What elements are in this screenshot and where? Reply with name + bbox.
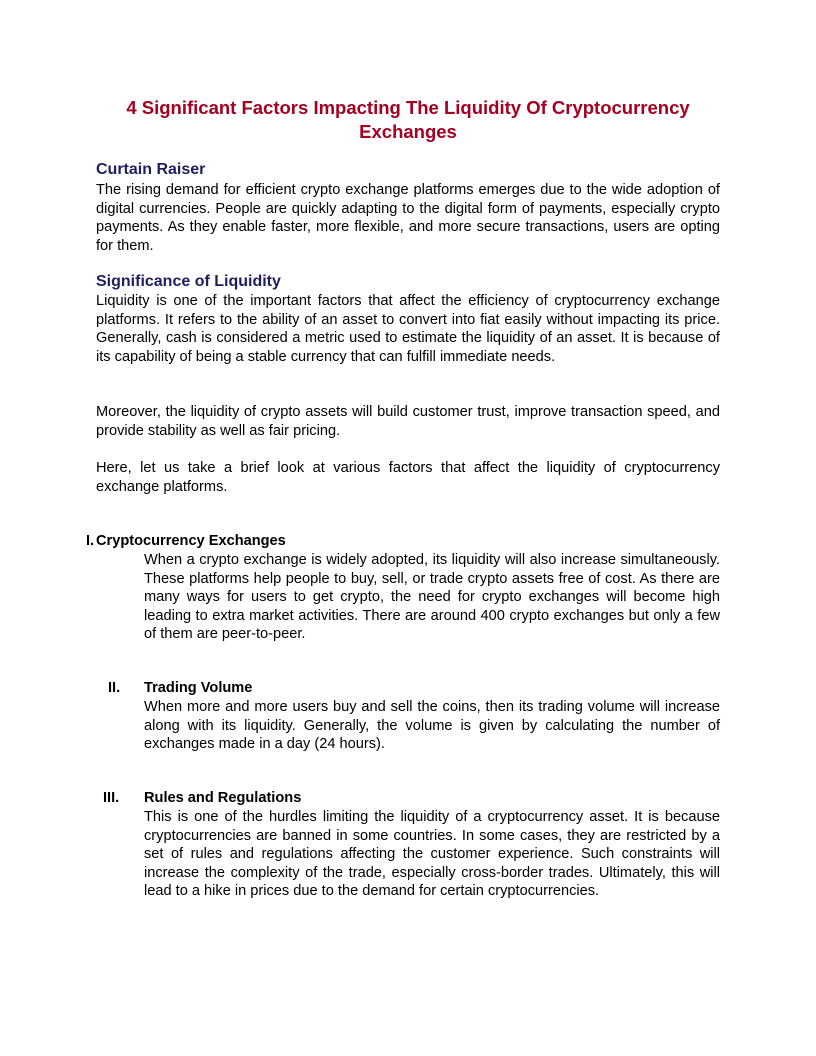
factor-1-title: Cryptocurrency Exchanges	[96, 533, 286, 549]
significance-paragraph-2: Moreover, the liquidity of crypto assets will build customer trust, improve transaction speed, and provide stability as well as fair pricing.	[96, 404, 720, 439]
factor-2-numeral: II.	[108, 680, 121, 696]
factor-1-numeral: I.	[86, 533, 95, 549]
section-heading-curtain-raiser: Curtain Raiser	[96, 161, 206, 178]
document-title: 4 Significant Factors Impacting The Liquidity Of Cryptocurrency Exchanges	[126, 97, 690, 142]
significance-paragraph-3: Here, let us take a brief look at various factors that affect the liquidity of cryptocurrency exchange platforms.	[96, 460, 720, 495]
section-heading-significance: Significance of Liquidity	[96, 273, 281, 290]
curtain-raiser-paragraph: The rising demand for efficient crypto exchange platforms emerges due to the wide adoption of digital currencies. People are quickly adapting to the digital form of payments, especially crypto payments. As they enable faster, more flexible, and more secure transactions, users are opting for them.	[96, 182, 720, 254]
factor-1-body: When a crypto exchange is widely adopted, its liquidity will also increase simultaneously. These platforms help people to buy, sell, or trade crypto assets free of cost. As there are many ways for users to get crypto, the need for crypto exchanges will become high leading to extra market activities. There are around 400 crypto exchanges but only a few of them are peer-to-peer.	[144, 552, 720, 643]
factor-2-title: Trading Volume	[144, 680, 253, 696]
significance-paragraph-1: Liquidity is one of the important factors that affect the efficiency of cryptocurrency exchange platforms. It refers to the ability of an asset to convert into fiat easily without impacting its price. Generally, cash is considered a metric used to estimate the liquidity of an asset. It is because of its capability of being a stable currency that can fulfill immediate needs.	[96, 293, 720, 365]
factor-3-body: This is one of the hurdles limiting the liquidity of a cryptocurrency asset. It is because cryptocurrencies are banned in some countries. In some cases, they are restricted by a set of rules and regulations affecting the customer experience. Such constraints will increase the complexity of the trade, especially cross-border trades. Ultimately, this will lead to a hike in prices due to the demand for certain cryptocurrencies.	[144, 809, 720, 900]
factor-2-body: When more and more users buy and sell the coins, then its trading volume will increase along with its liquidity. Generally, the volume is given by calculating the number of exchanges made in a day (24 hours).	[144, 699, 720, 753]
factor-3-numeral: III.	[103, 790, 120, 806]
factor-3-title: Rules and Regulations	[144, 790, 302, 806]
